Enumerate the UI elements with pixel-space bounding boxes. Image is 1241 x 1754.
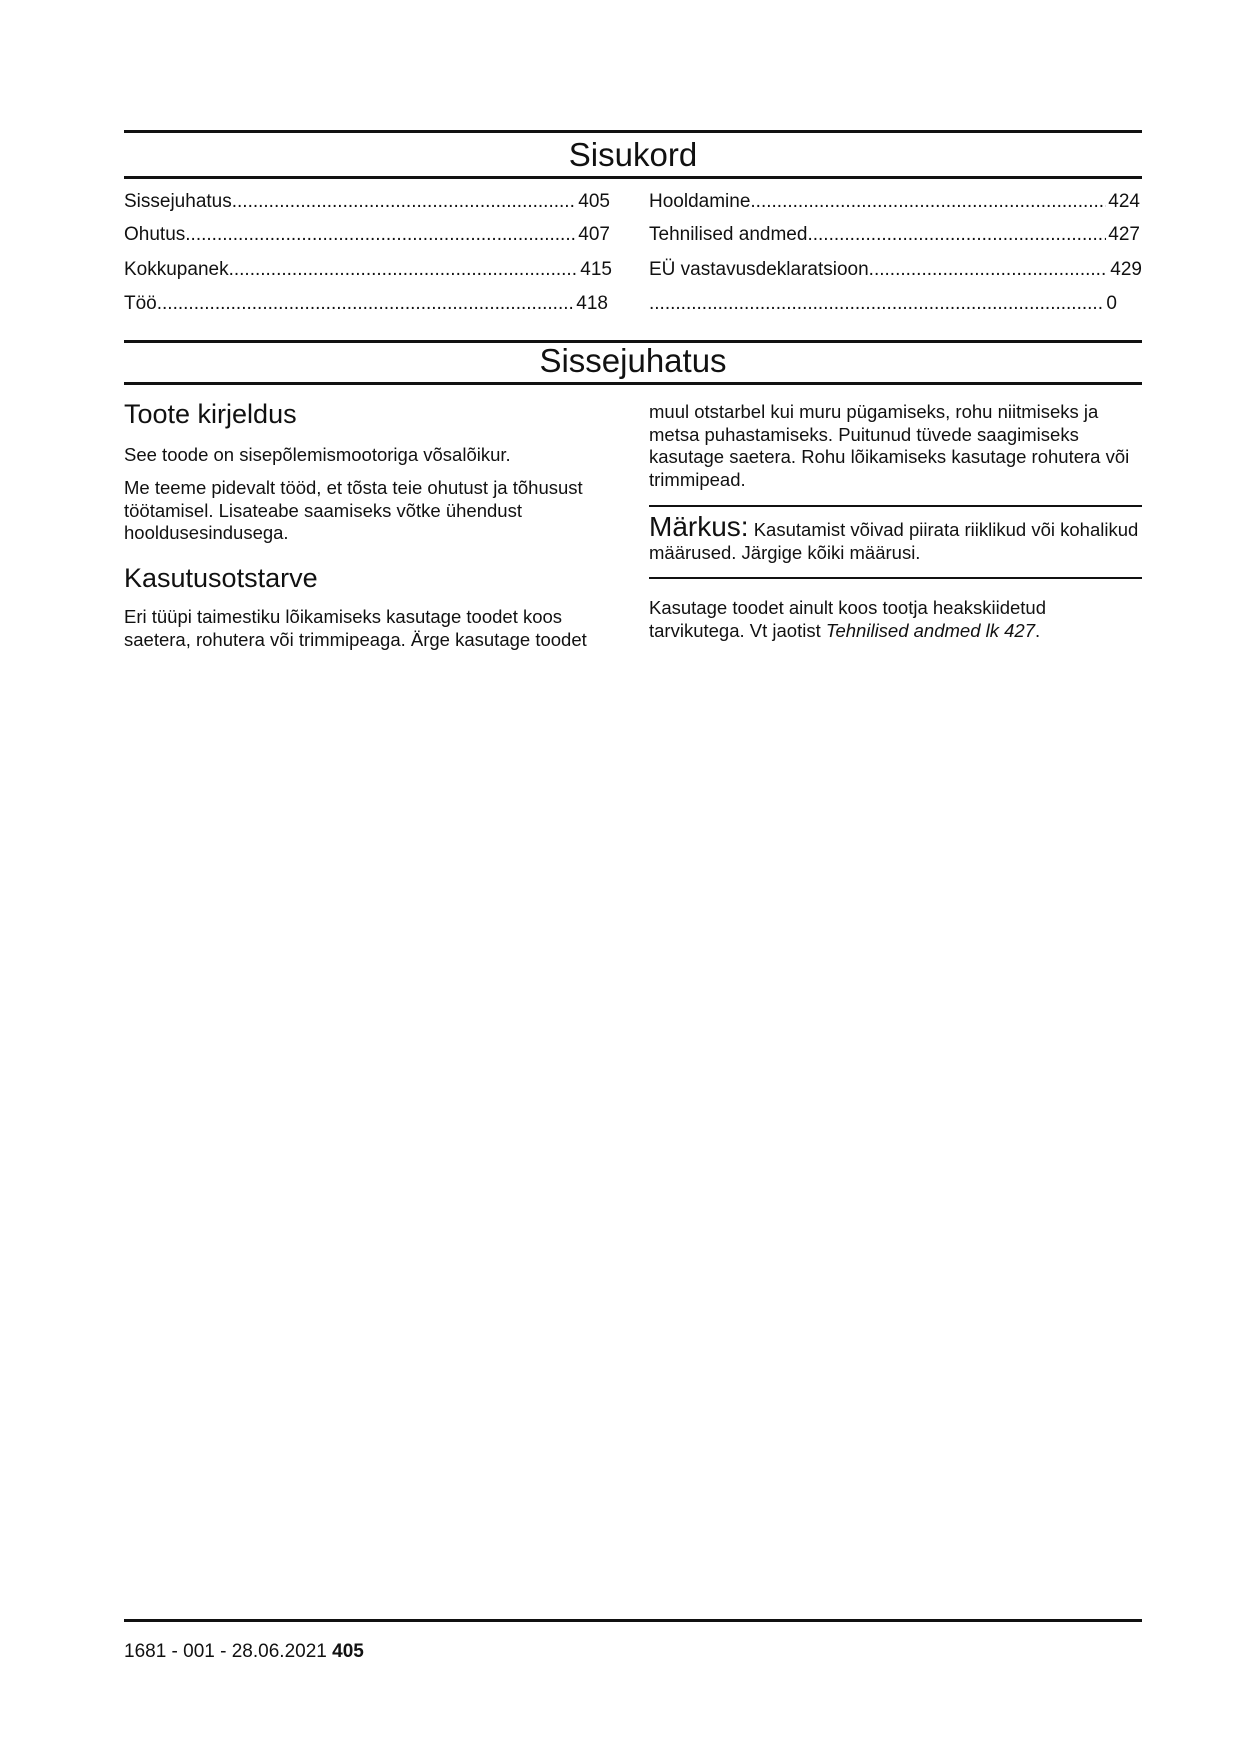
toc-entry-hooldamine[interactable]: Hooldamine ..... 424	[649, 189, 1140, 215]
toc-top-rule	[124, 130, 1142, 133]
note	[649, 513, 1139, 564]
accessories-text: Kasutage toodet ainult koos tootja heakskiidetud tarvikutega. Vt jaotist	[649, 597, 1047, 641]
toc-entry-too[interactable]: Töö ..... 418	[124, 291, 608, 317]
product-description-heading: Toote kirjeldus	[124, 399, 297, 429]
toc-entry-ohutus[interactable]: Ohutus ..... 407	[124, 222, 610, 248]
manual-page	[124, 0, 1142, 1754]
toc-bottom-rule	[124, 176, 1142, 179]
intro-title: Sissejuhatus	[539, 342, 727, 379]
document-id: 1681 - 001 - 28.06.2021	[124, 1641, 327, 1662]
page-number: 405	[332, 1641, 364, 1662]
toc-entry-vastavusdeklaratsioon[interactable]: EÜ vastavusdeklaratsioon ..... 429	[649, 257, 1142, 283]
note-text: Kasutamist võivad piirata riiklikud või kohalikud määrused. Järgige kõiki määrusi.	[649, 519, 1139, 563]
accessories-paragraph	[649, 597, 1139, 642]
toc-entry-empty[interactable]: ..... 0	[649, 291, 1117, 317]
technical-data-link[interactable]: Tehnilised andmed lk 427	[825, 619, 1036, 641]
product-description-p1: See toode on sisepõlemismootoriga võsalõikur.	[124, 444, 511, 465]
intended-use-heading: Kasutusotstarve	[124, 563, 318, 593]
intro-bottom-rule	[124, 382, 1142, 385]
product-description-p2: Me teeme pidevalt tööd, et tõsta teie ohutust ja tõhusust töötamisel. Lisateabe saamiseks võtke ühendust hooldusesindusega.	[124, 477, 583, 543]
footer-rule	[124, 1619, 1142, 1622]
toc-entry-tehnilised-andmed[interactable]: Tehnilised andmed ..... 427	[649, 222, 1140, 248]
accessories-end: .	[1035, 619, 1041, 641]
page-footer	[124, 1640, 364, 1664]
toc-entry-sissejuhatus[interactable]: Sissejuhatus ..... 405	[124, 189, 610, 215]
intended-use-p1-continued: muul otstarbel kui muru pügamiseks, rohu niitmiseks ja metsa puhastamiseks. Puitunud tüvede saagimiseks kasutage saetera. Rohu lõikamiseks kasutage rohutera või trimmipead.	[649, 401, 1130, 490]
note-top-rule	[649, 505, 1142, 507]
note-bottom-rule	[649, 577, 1142, 579]
intended-use-p1: Eri tüüpi taimestiku lõikamiseks kasutage toodet koos saetera, rohutera või trimmipeaga. Ärge kasutage toodet	[124, 606, 587, 650]
note-label: Märkus:	[649, 511, 749, 542]
toc-entry-kokkupanek[interactable]: Kokkupanek ..... 415	[124, 257, 612, 283]
toc-title: Sisukord	[568, 136, 698, 173]
